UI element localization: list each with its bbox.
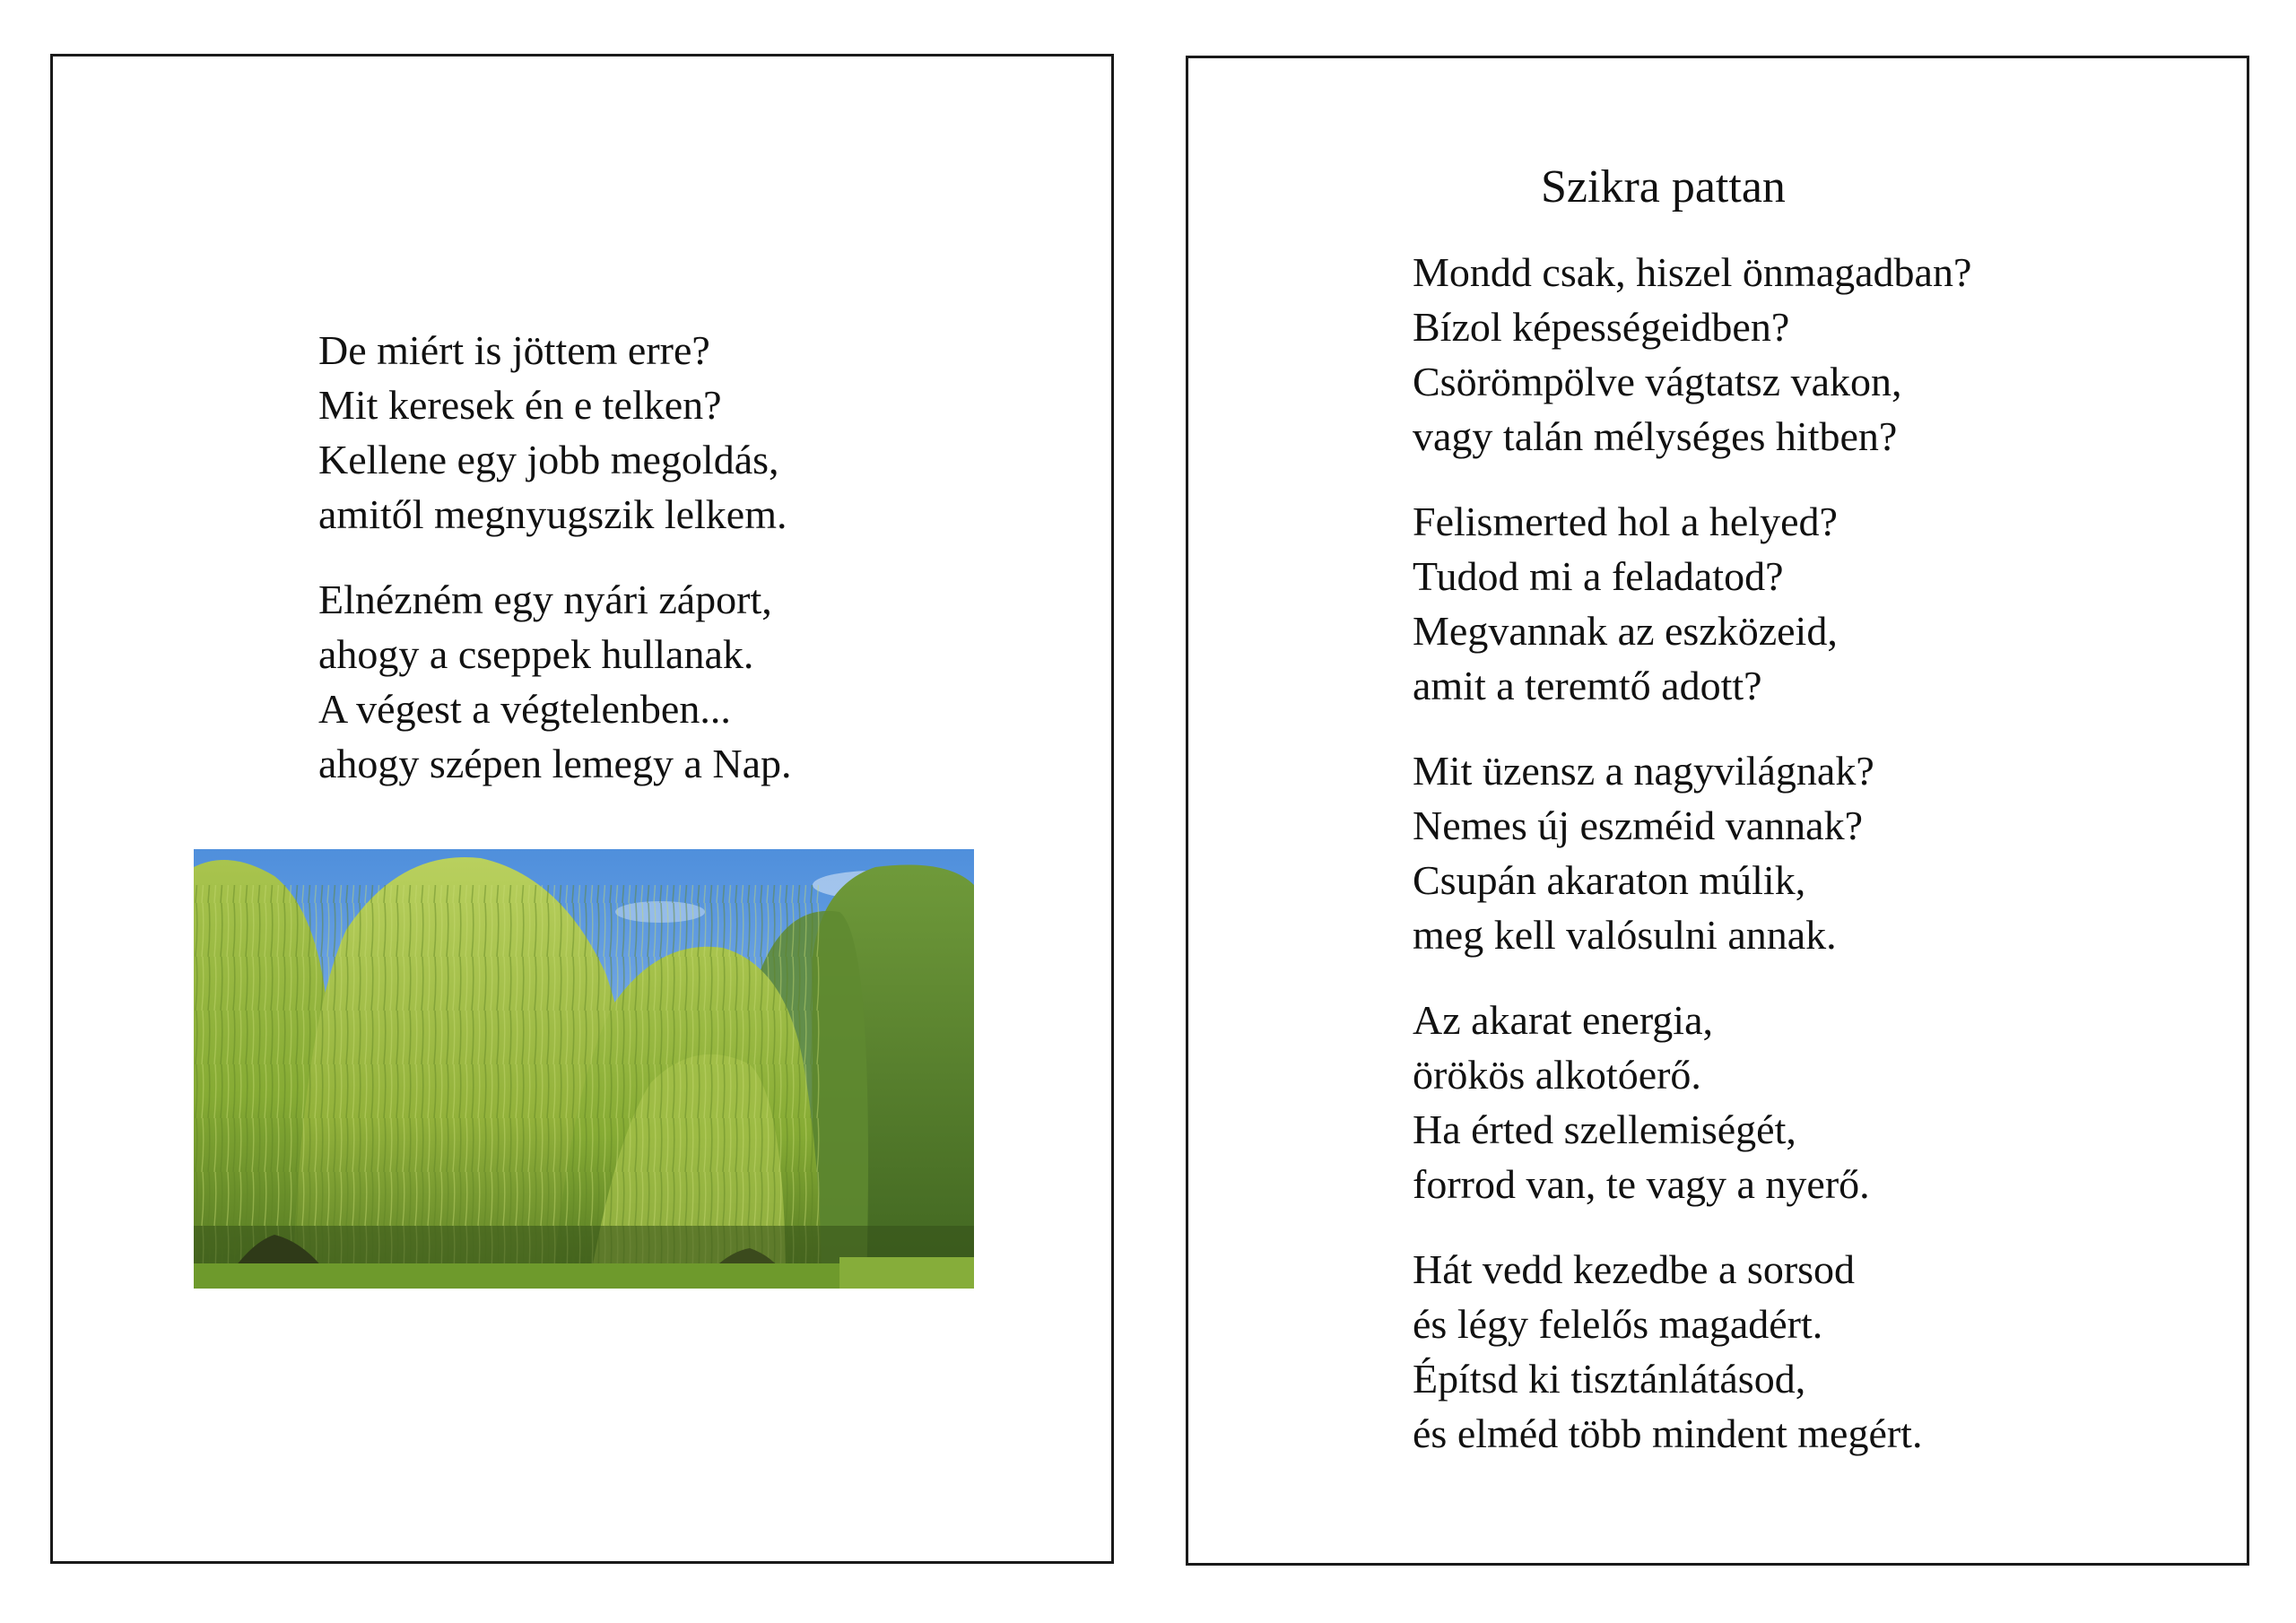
poem-line: forrod van, te vagy a nyerő. bbox=[1413, 1161, 1870, 1207]
stanza bbox=[318, 572, 792, 791]
poem-line: Csupán akaraton múlik, bbox=[1413, 857, 1806, 903]
poem-line: Mondd csak, hiszel önmagadban? bbox=[1413, 249, 1972, 295]
poem-line: Bízol képességeidben? bbox=[1413, 304, 1790, 350]
poem-line: amitől megnyugszik lelkem. bbox=[318, 491, 787, 537]
poem-line: Tudod mi a feladatod? bbox=[1413, 553, 1784, 599]
right-poem bbox=[1413, 245, 1971, 1491]
poem-line: Építsd ki tisztánlátásod, bbox=[1413, 1356, 1806, 1402]
left-poem bbox=[318, 323, 792, 821]
poem-line: és elméd több mindent megért. bbox=[1413, 1410, 1923, 1456]
poem-line: Elnézném egy nyári záport, bbox=[318, 577, 772, 622]
poem-line: és légy felelős magadért. bbox=[1413, 1301, 1823, 1347]
poem-line: Hát vedd kezedbe a sorsod bbox=[1413, 1246, 1856, 1292]
poem-line: örökös alkotóerő. bbox=[1413, 1052, 1701, 1098]
poem-line: De miért is jöttem erre? bbox=[318, 327, 710, 373]
poem-line: Mit keresek én e telken? bbox=[318, 382, 722, 428]
poem-line: Nemes új eszméid vannak? bbox=[1413, 803, 1863, 848]
poem-line: Mit üzensz a nagyvilágnak? bbox=[1413, 748, 1874, 794]
poem-line: Ha érted szellemiségét, bbox=[1413, 1107, 1796, 1152]
poem-line: Az akarat energia, bbox=[1413, 997, 1714, 1043]
left-page bbox=[50, 54, 1114, 1564]
poem-line: Felismerted hol a helyed? bbox=[1413, 499, 1838, 544]
poem-line: Kellene egy jobb megoldás, bbox=[318, 437, 779, 482]
stanza bbox=[318, 323, 792, 542]
poem-line: Csörömpölve vágtatsz vakon, bbox=[1413, 359, 1902, 404]
poem-line: meg kell valósulni annak. bbox=[1413, 912, 1837, 958]
poem-title: Szikra pattan bbox=[1541, 161, 1786, 213]
poem-line: amit a teremtő adott? bbox=[1413, 663, 1762, 708]
weeping-willow-trees-icon bbox=[194, 849, 974, 1289]
stanza bbox=[1413, 743, 1971, 962]
poem-line: vagy talán mélységes hitben? bbox=[1413, 413, 1898, 459]
poem-line: A végest a végtelenben... bbox=[318, 686, 731, 732]
stanza bbox=[1413, 1242, 1971, 1461]
stanza bbox=[1413, 245, 1971, 464]
stanza bbox=[1413, 494, 1971, 713]
weeping-willow-photo bbox=[194, 849, 974, 1289]
poem-line: ahogy a cseppek hullanak. bbox=[318, 631, 754, 677]
poem-line: Megvannak az eszközeid, bbox=[1413, 608, 1838, 654]
stanza bbox=[1413, 993, 1971, 1211]
right-page bbox=[1186, 56, 2249, 1566]
poem-line: ahogy szépen lemegy a Nap. bbox=[318, 741, 792, 786]
